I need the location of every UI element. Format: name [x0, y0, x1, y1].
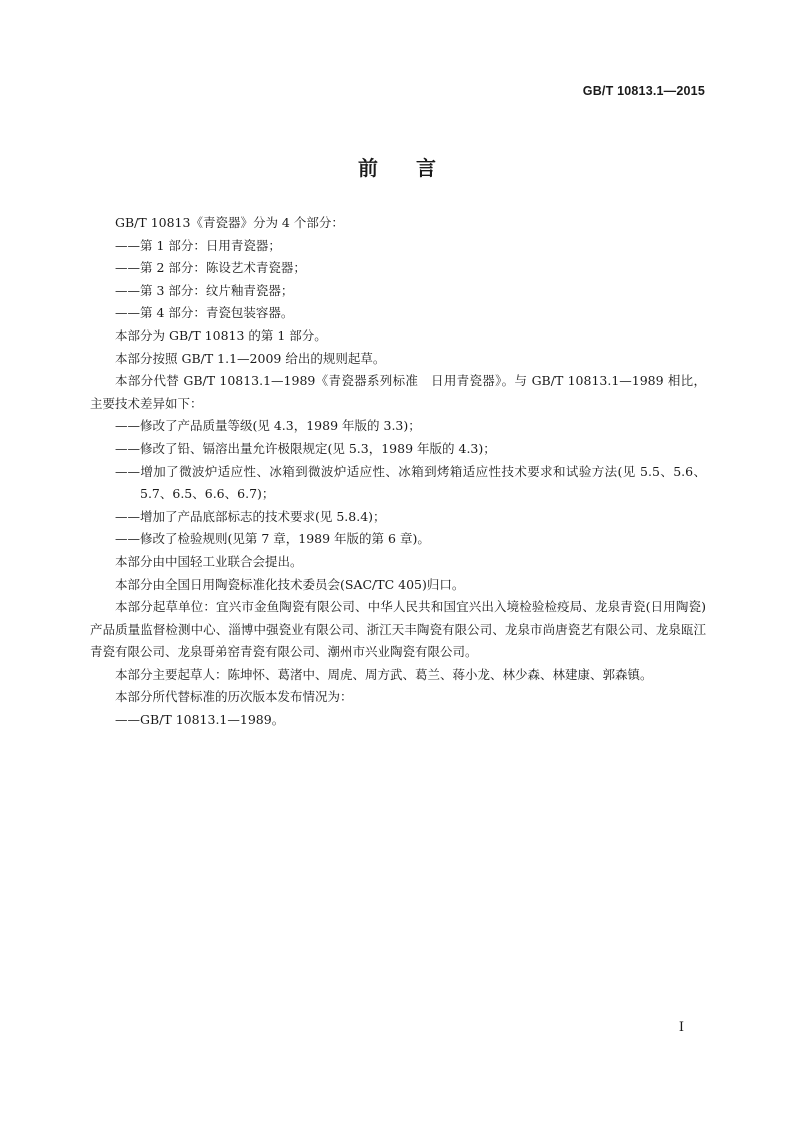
- list-item-part-3: ——第 3 部分：纹片釉青瓷器；: [115, 282, 294, 298]
- paragraph-replaces: 本部分代替 GB/T 10813.1—1989《青瓷器系列标准 日用青瓷器》。与 GB/T 10813.1—1989 相比，主要技术差异如下：: [90, 373, 706, 411]
- list-item-part-1: ——第 1 部分：日用青瓷器；: [115, 237, 281, 253]
- list-item-change-bottom-mark: ——增加了产品底部标志的技术要求(见 5.8.4)；: [115, 508, 386, 524]
- list-item-change-quality-grade: ——修改了产品质量等级(见 4.3，1989 年版的 3.3)；: [115, 418, 421, 434]
- list-item-change-microwave: ——增加了微波炉适应性、冰箱到微波炉适应性、冰箱到烤箱适应性技术要求和试验方法(见 5.5、5.6、5.7、6.5、6.6、6.7)；: [115, 463, 706, 502]
- paragraph-drafting-units: 本部分起草单位：宜兴市金鱼陶瓷有限公司、中华人民共和国宜兴出入境检验检疫局、龙泉青瓷(日用陶瓷)产品质量监督检测中心、淄博中强瓷业有限公司、浙江天丰陶瓷有限公司、龙泉市尚唐瓷艺有限公司、龙泉瓯江青瓷有限公司、龙泉哥弟窑青瓷有限公司、潮州市兴业陶瓷有限公司。: [90, 599, 706, 660]
- paragraph-proposed-by: 本部分由中国轻工业联合会提出。: [115, 553, 303, 569]
- paragraph-drafters: 本部分主要起草人：陈坤怀、葛渚中、周虎、周方武、葛兰、蒋小龙、林少森、林建康、郭森镇。: [115, 666, 653, 682]
- foreword-body: [90, 212, 706, 732]
- page-title: 前言: [358, 156, 474, 180]
- paragraph-drafting-rules: 本部分按照 GB/T 1.1—2009 给出的规则起草。: [115, 350, 386, 366]
- paragraph-parts-intro: GB/T 10813《青瓷器》分为 4 个部分：: [115, 215, 344, 230]
- paragraph-this-part: 本部分为 GB/T 10813 的第 1 部分。: [115, 327, 327, 343]
- page-number: I: [678, 1020, 684, 1035]
- list-item-part-4: ——第 4 部分：青瓷包装容器。: [115, 305, 294, 321]
- list-item-part-2: ——第 2 部分：陈设艺术青瓷器；: [115, 260, 306, 276]
- paragraph-under-jurisdiction: 本部分由全国日用陶瓷标准化技术委员会(SAC/TC 405)归口。: [115, 576, 465, 592]
- list-item-previous-edition: ——GB/T 10813.1—1989。: [115, 712, 285, 728]
- standard-code-header: GB/T 10813.1—2015: [582, 84, 705, 98]
- paragraph-previous-editions: 本部分所代替标准的历次版本发布情况为：: [115, 689, 353, 705]
- list-item-change-lead-cadmium: ——修改了铅、镉溶出量允许极限规定(见 5.3，1989 年版的 4.3)；: [115, 440, 496, 456]
- list-item-change-inspection: ——修改了检验规则(见第 7 章，1989 年版的第 6 章)。: [115, 531, 430, 547]
